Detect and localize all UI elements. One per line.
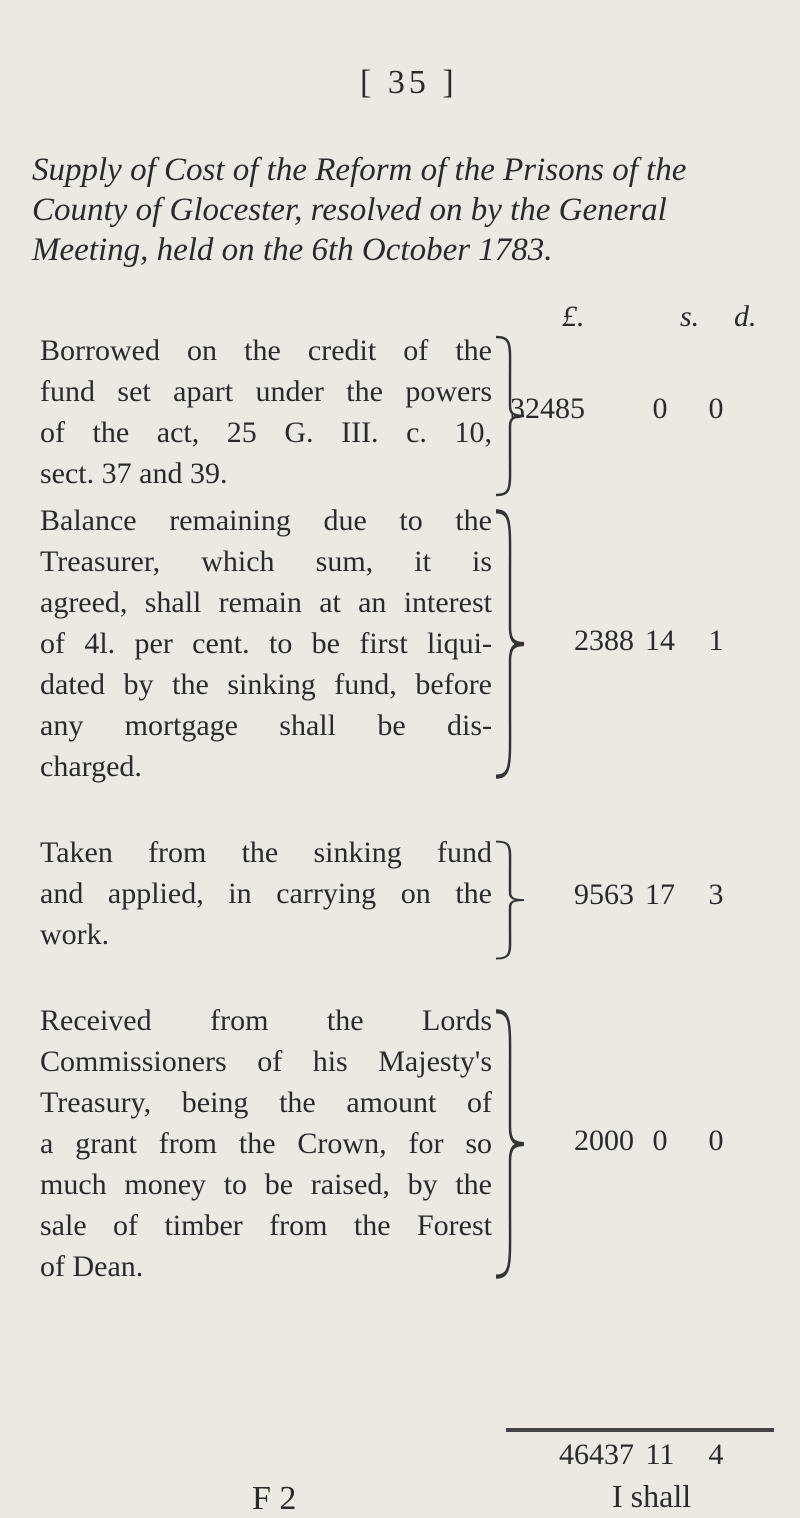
entry-line: fund set apart under the powers — [40, 375, 492, 408]
pounds-value: 32485 — [510, 392, 585, 425]
entry-line: charged. — [40, 750, 142, 783]
title-line: Meeting, held on the 6th October 1783. — [32, 232, 553, 268]
page-title — [32, 150, 772, 270]
pence-column-header: d. — [734, 300, 757, 333]
pence-value: 0 — [708, 392, 724, 425]
shillings-column-header: s. — [680, 300, 700, 333]
total-amount — [510, 1438, 746, 1472]
entry-line: much money to be raised, by the — [40, 1168, 492, 1201]
entry-line: work. — [40, 918, 110, 951]
entry-line: any mortgage shall be dis- — [40, 709, 492, 742]
signature-mark: F 2 — [252, 1480, 297, 1517]
pence-value: 1 — [708, 624, 724, 657]
pence-value: 3 — [708, 878, 724, 911]
ledger-entry-text — [40, 330, 492, 494]
shillings-value: 0 — [652, 392, 668, 425]
entry-line: agreed, shall remain at an interest — [40, 586, 492, 619]
entry-line: of the act, 25 G. III. c. 10, — [40, 416, 492, 449]
entry-line: Borrowed on the credit of the — [40, 334, 492, 367]
entry-line: and applied, in carrying on the — [40, 877, 492, 910]
entry-line: Treasury, being the amount of — [40, 1086, 492, 1119]
total-pence: 4 — [708, 1438, 724, 1471]
pounds-value: 2000 — [574, 1124, 634, 1157]
entry-amount — [510, 624, 746, 658]
page-number: [ 35 ] — [360, 64, 458, 101]
entry-amount — [510, 878, 746, 912]
entry-line: Taken from the sinking fund — [40, 836, 492, 869]
entry-line: of Dean. — [40, 1250, 144, 1283]
shillings-value: 14 — [645, 624, 675, 657]
entry-line: dated by the sinking fund, before — [40, 668, 492, 701]
pounds-value: 2388 — [574, 624, 634, 657]
pounds-column-header: £. — [562, 300, 585, 333]
entry-line: sale of timber from the Forest — [40, 1209, 492, 1242]
pence-value: 0 — [708, 1124, 724, 1157]
entry-amount — [510, 1124, 746, 1158]
entry-line: a grant from the Crown, for so — [40, 1127, 492, 1160]
shillings-value: 17 — [645, 878, 675, 911]
ledger-entry-text — [40, 832, 492, 955]
entry-line: Received from the Lords — [40, 1004, 492, 1037]
shillings-value: 0 — [652, 1124, 668, 1157]
total-rule — [506, 1428, 774, 1432]
catchword: I shall — [612, 1478, 692, 1514]
entry-line: Balance remaining due to the — [40, 504, 492, 537]
entry-line: Commissioners of his Majesty's — [40, 1045, 492, 1078]
total-shillings: 11 — [645, 1438, 675, 1471]
ledger-entry-text — [40, 1000, 492, 1287]
entry-line: sect. 37 and 39. — [40, 457, 228, 490]
ledger-entry-text — [40, 500, 492, 787]
total-pounds: 46437 — [559, 1438, 634, 1471]
entry-line: Treasurer, which sum, it is — [40, 545, 492, 578]
title-line: County of Glocester, resolved on by the General — [32, 192, 667, 228]
entry-line: of 4l. per cent. to be first liqui- — [40, 627, 492, 660]
entry-amount — [510, 392, 746, 426]
pounds-value: 9563 — [574, 878, 634, 911]
title-line: Supply of Cost of the Reform of the Prisons of the — [32, 152, 687, 188]
